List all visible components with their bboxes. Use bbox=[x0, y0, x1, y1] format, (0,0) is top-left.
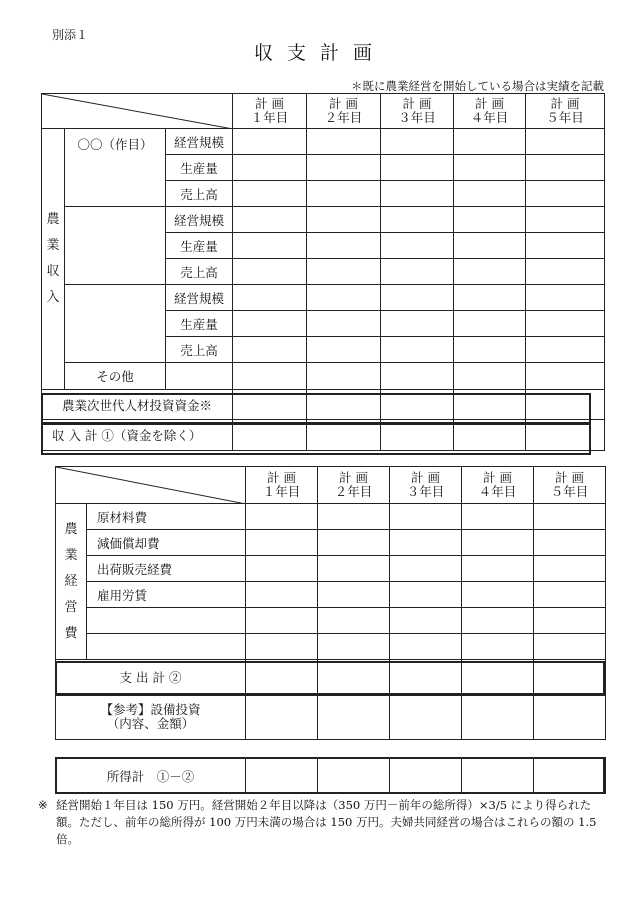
footnote-mark: ※ bbox=[38, 798, 48, 812]
value-cell[interactable] bbox=[233, 390, 307, 420]
value-cell[interactable] bbox=[390, 582, 462, 608]
expense-item-label[interactable] bbox=[87, 634, 246, 660]
value-cell[interactable] bbox=[381, 181, 454, 207]
value-cell[interactable] bbox=[526, 259, 605, 285]
income-table bbox=[41, 93, 605, 451]
value-cell[interactable] bbox=[307, 181, 381, 207]
value-cell[interactable] bbox=[307, 337, 381, 363]
value-cell[interactable] bbox=[454, 311, 526, 337]
income-total-label: 収 入 計 ①（資金を除く） bbox=[42, 420, 233, 451]
value-cell[interactable] bbox=[390, 556, 462, 582]
other-label: その他 bbox=[65, 363, 166, 390]
value-cell[interactable] bbox=[526, 337, 605, 363]
value-cell[interactable] bbox=[318, 634, 390, 660]
crop-label: 〇〇（作目） bbox=[65, 129, 166, 207]
value-cell[interactable] bbox=[233, 285, 307, 311]
crop-cell-blank[interactable] bbox=[65, 207, 166, 285]
value-cell[interactable] bbox=[454, 337, 526, 363]
value-cell[interactable] bbox=[390, 608, 462, 634]
value-cell[interactable] bbox=[454, 285, 526, 311]
diagonal-line bbox=[42, 94, 233, 129]
item-label: 経営規模 bbox=[166, 285, 233, 311]
item-label: 売上高 bbox=[166, 259, 233, 285]
value-cell[interactable] bbox=[318, 530, 390, 556]
value-cell[interactable] bbox=[246, 530, 318, 556]
value-cell[interactable] bbox=[390, 504, 462, 530]
value-cell[interactable] bbox=[246, 694, 318, 740]
value-cell[interactable] bbox=[381, 363, 454, 390]
value-cell[interactable] bbox=[307, 155, 381, 181]
value-cell[interactable] bbox=[462, 530, 534, 556]
value-cell[interactable] bbox=[246, 634, 318, 660]
attachment-label: 別添１ bbox=[52, 28, 89, 42]
year-header: 計 画 ２年目 bbox=[307, 94, 381, 129]
diagonal-line bbox=[56, 467, 246, 504]
value-cell[interactable] bbox=[307, 390, 381, 420]
value-cell[interactable] bbox=[534, 660, 606, 694]
value-cell[interactable] bbox=[307, 311, 381, 337]
value-cell[interactable] bbox=[307, 207, 381, 233]
value-cell[interactable] bbox=[307, 363, 381, 390]
value-cell[interactable] bbox=[381, 390, 454, 420]
value-cell[interactable] bbox=[246, 608, 318, 634]
item-label: 売上高 bbox=[166, 181, 233, 207]
expense-table-wrap bbox=[55, 466, 606, 740]
income-calc-wrap bbox=[55, 757, 606, 794]
other-item-cell[interactable] bbox=[166, 363, 233, 390]
value-cell[interactable] bbox=[462, 608, 534, 634]
value-cell[interactable] bbox=[381, 337, 454, 363]
fund-label: 農業次世代人材投資資金※ bbox=[42, 390, 233, 420]
value-cell[interactable] bbox=[318, 504, 390, 530]
corner-cell bbox=[56, 467, 246, 504]
value-cell[interactable] bbox=[381, 129, 454, 155]
item-label: 経営規模 bbox=[166, 207, 233, 233]
year-header: 計 画 １年目 bbox=[233, 94, 307, 129]
expense-item-label: 原材料費 bbox=[87, 504, 246, 530]
item-label: 生産量 bbox=[166, 155, 233, 181]
value-cell[interactable] bbox=[534, 504, 606, 530]
value-cell[interactable] bbox=[233, 233, 307, 259]
value-cell[interactable] bbox=[526, 420, 605, 451]
value-cell[interactable] bbox=[233, 181, 307, 207]
value-cell[interactable] bbox=[526, 233, 605, 259]
value-cell[interactable] bbox=[381, 420, 454, 451]
corner-cell bbox=[42, 94, 233, 129]
value-cell[interactable] bbox=[454, 207, 526, 233]
value-cell[interactable] bbox=[454, 363, 526, 390]
value-cell[interactable] bbox=[462, 660, 534, 694]
value-cell[interactable] bbox=[381, 259, 454, 285]
value-cell[interactable] bbox=[462, 634, 534, 660]
value-cell[interactable] bbox=[246, 758, 318, 794]
value-cell[interactable] bbox=[390, 660, 462, 694]
value-cell[interactable] bbox=[462, 556, 534, 582]
value-cell[interactable] bbox=[526, 390, 605, 420]
value-cell[interactable] bbox=[233, 207, 307, 233]
expense-table bbox=[55, 466, 606, 740]
crop-cell-blank[interactable] bbox=[65, 285, 166, 363]
value-cell[interactable] bbox=[454, 233, 526, 259]
income-calc-table bbox=[55, 757, 606, 794]
value-cell[interactable] bbox=[318, 556, 390, 582]
value-cell[interactable] bbox=[534, 608, 606, 634]
year-header: 計 画 ３年目 bbox=[381, 94, 454, 129]
value-cell[interactable] bbox=[318, 582, 390, 608]
value-cell[interactable] bbox=[454, 390, 526, 420]
year-header: 計 画 ２年目 bbox=[318, 467, 390, 504]
year-header: 計 画 ４年目 bbox=[454, 94, 526, 129]
value-cell[interactable] bbox=[318, 694, 390, 740]
value-cell[interactable] bbox=[233, 363, 307, 390]
value-cell[interactable] bbox=[307, 285, 381, 311]
value-cell[interactable] bbox=[246, 556, 318, 582]
value-cell[interactable] bbox=[390, 758, 462, 794]
value-cell[interactable] bbox=[526, 207, 605, 233]
year-header: 計 画 ５年目 bbox=[526, 94, 605, 129]
value-cell[interactable] bbox=[246, 504, 318, 530]
year-header: 計 画 １年目 bbox=[246, 467, 318, 504]
item-label: 経営規模 bbox=[166, 129, 233, 155]
expense-item-label: 減価償却費 bbox=[87, 530, 246, 556]
capex-ref-label: 【参考】設備投資 （内容、金額） bbox=[56, 694, 246, 740]
value-cell[interactable] bbox=[454, 181, 526, 207]
year-header: 計 画 ５年目 bbox=[534, 467, 606, 504]
income-calc-label: 所得計 ①－② bbox=[56, 758, 246, 794]
value-cell[interactable] bbox=[381, 233, 454, 259]
item-label: 売上高 bbox=[166, 337, 233, 363]
value-cell[interactable] bbox=[307, 233, 381, 259]
value-cell[interactable] bbox=[526, 285, 605, 311]
value-cell[interactable] bbox=[462, 694, 534, 740]
value-cell[interactable] bbox=[381, 285, 454, 311]
value-cell[interactable] bbox=[526, 311, 605, 337]
value-cell[interactable] bbox=[526, 155, 605, 181]
value-cell[interactable] bbox=[233, 155, 307, 181]
value-cell[interactable] bbox=[390, 694, 462, 740]
value-cell[interactable] bbox=[534, 694, 606, 740]
income-side-label: 農 業 収 入 bbox=[42, 129, 65, 390]
value-cell[interactable] bbox=[246, 660, 318, 694]
value-cell[interactable] bbox=[454, 155, 526, 181]
value-cell[interactable] bbox=[381, 207, 454, 233]
value-cell[interactable] bbox=[390, 634, 462, 660]
value-cell[interactable] bbox=[534, 582, 606, 608]
expense-item-label: 雇用労賃 bbox=[87, 582, 246, 608]
value-cell[interactable] bbox=[526, 181, 605, 207]
year-header: 計 画 ４年目 bbox=[462, 467, 534, 504]
value-cell[interactable] bbox=[526, 129, 605, 155]
value-cell[interactable] bbox=[381, 155, 454, 181]
value-cell[interactable] bbox=[233, 259, 307, 285]
item-label: 生産量 bbox=[166, 311, 233, 337]
value-cell[interactable] bbox=[307, 129, 381, 155]
value-cell[interactable] bbox=[318, 660, 390, 694]
value-cell[interactable] bbox=[462, 582, 534, 608]
value-cell[interactable] bbox=[454, 259, 526, 285]
value-cell[interactable] bbox=[307, 259, 381, 285]
value-cell[interactable] bbox=[534, 556, 606, 582]
page-title: 収 支 計 画 bbox=[253, 42, 377, 64]
income-table-wrap bbox=[41, 93, 605, 451]
value-cell[interactable] bbox=[233, 420, 307, 451]
value-cell[interactable] bbox=[233, 337, 307, 363]
value-cell[interactable] bbox=[233, 129, 307, 155]
footnote-text: 経営開始１年目は 150 万円。経営開始２年目以降は（350 万円－前年の総所得）×3/5 により得られた額。ただし、前年の総所得が 100 万円未満の場合は 150 万円。夫婦共同経営の場合はこれらの額の 1.5 倍。 bbox=[56, 798, 597, 846]
year-header: 計 画 ３年目 bbox=[390, 467, 462, 504]
value-cell[interactable] bbox=[307, 420, 381, 451]
value-cell[interactable] bbox=[246, 582, 318, 608]
expense-item-label: 出荷販売経費 bbox=[87, 556, 246, 582]
value-cell[interactable] bbox=[534, 758, 606, 794]
value-cell[interactable] bbox=[534, 530, 606, 556]
value-cell[interactable] bbox=[534, 634, 606, 660]
item-label: 生産量 bbox=[166, 233, 233, 259]
value-cell[interactable] bbox=[454, 129, 526, 155]
value-cell[interactable] bbox=[526, 363, 605, 390]
value-cell[interactable] bbox=[318, 608, 390, 634]
value-cell[interactable] bbox=[233, 311, 307, 337]
value-cell[interactable] bbox=[462, 758, 534, 794]
value-cell[interactable] bbox=[454, 420, 526, 451]
expense-item-label[interactable] bbox=[87, 608, 246, 634]
value-cell[interactable] bbox=[318, 758, 390, 794]
value-cell[interactable] bbox=[462, 504, 534, 530]
expense-side-label: 農 業 経 営 費 bbox=[56, 504, 87, 660]
expense-total-label: 支 出 計 ② bbox=[56, 660, 246, 694]
top-note: ＊既に農業経営を開始している場合は実績を記載 bbox=[351, 79, 604, 93]
value-cell[interactable] bbox=[390, 530, 462, 556]
value-cell[interactable] bbox=[381, 311, 454, 337]
